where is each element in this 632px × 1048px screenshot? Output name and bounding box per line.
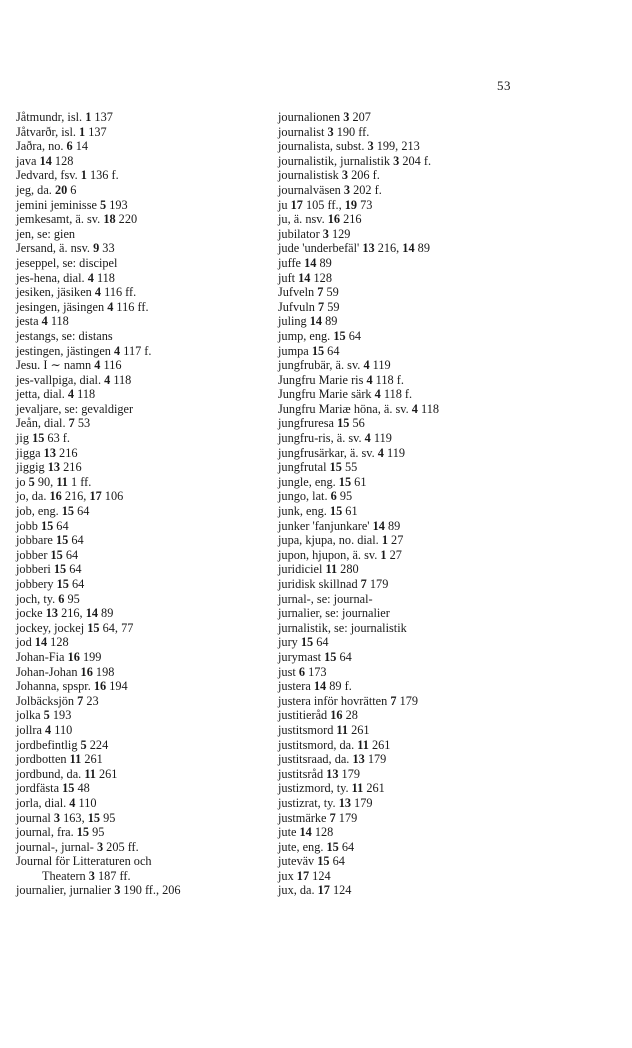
index-entry: justera 14 89 f. <box>278 679 352 694</box>
index-entry: junker 'fanjunkare' 14 89 <box>278 518 401 533</box>
index-entry: journalista, subst. 3 199, 213 <box>278 139 420 154</box>
index-entry: justitsmord 11 261 <box>278 722 370 737</box>
index-entry: juffe 14 89 <box>278 255 332 270</box>
index-entry: jorla, dial. 4 110 <box>16 795 97 810</box>
index-entry: jurnalier, se: journalier <box>278 606 390 621</box>
index-entry: jocke 13 216, 14 89 <box>16 606 114 621</box>
index-entry: Jeån, dial. 7 53 <box>16 416 91 431</box>
index-entry: justitsråd 13 179 <box>278 766 360 781</box>
index-entry: jux, da. 17 124 <box>278 883 352 898</box>
index-entry: jestangs, se: distans <box>16 328 113 343</box>
index-entry: jo, da. 16 216, 17 106 <box>16 489 124 504</box>
index-column-left <box>16 110 266 898</box>
index-entry: justmärke 7 179 <box>278 810 358 825</box>
index-entry: junk, eng. 15 61 <box>278 504 358 519</box>
index-entry: jobberi 15 64 <box>16 562 82 577</box>
index-entry: jesiken, jäsiken 4 116 ff. <box>16 285 137 300</box>
index-entry: Jufveln 7 59 <box>278 285 339 300</box>
index-entry: jevaljare, se: gevaldiger <box>16 401 134 416</box>
index-entry: jes-vallpiga, dial. 4 118 <box>16 372 132 387</box>
index-entry: juridiciel 11 280 <box>278 562 359 577</box>
index-entry: jiggig 13 216 <box>16 460 82 475</box>
index-entry: jigga 13 216 <box>16 445 78 460</box>
index-entry: Jungfru Marie ris 4 118 f. <box>278 372 404 387</box>
index-entry: ju 17 105 ff., 19 73 <box>278 197 373 212</box>
index-entry: Jesu. I ∼ namn 4 116 <box>16 358 122 373</box>
index-entry: journal, fra. 15 95 <box>16 825 105 840</box>
index-entry: jobb 15 64 <box>16 518 69 533</box>
index-entry: jupa, kjupa, no. dial. 1 27 <box>278 533 404 548</box>
index-entry: jesingen, jäsingen 4 116 ff. <box>16 299 149 314</box>
index-entry: justizrat, ty. 13 179 <box>278 795 373 810</box>
index-entry: jurymast 15 64 <box>278 649 352 664</box>
index-entry: jubilator 3 129 <box>278 226 351 241</box>
index-entry: jobbare 15 64 <box>16 533 84 548</box>
index-column-right <box>278 110 618 898</box>
index-entry: journal 3 163, 15 95 <box>16 810 116 825</box>
index-entry: juling 14 89 <box>278 314 338 329</box>
index-entry: jemini jeminisse 5 193 <box>16 197 128 212</box>
index-entry: justizmord, ty. 11 261 <box>278 781 385 796</box>
index-entry: Journal för Litteraturen och <box>16 854 152 869</box>
index-entry: jo 5 90, 11 1 ff. <box>16 474 92 489</box>
index-entry: jungfruresa 15 56 <box>278 416 365 431</box>
index-entry: jux 17 124 <box>278 868 331 883</box>
index-entry: justera inför hovrätten 7 179 <box>278 693 419 708</box>
index-entry: jeg, da. 20 6 <box>16 182 77 197</box>
index-entry: jes-hena, dial. 4 118 <box>16 270 115 285</box>
index-entry: jesta 4 118 <box>16 314 69 329</box>
index-entry: jig 15 63 f. <box>16 431 70 446</box>
index-entry: jobber 15 64 <box>16 547 79 562</box>
index-entry: justitsraad, da. 13 179 <box>278 752 387 767</box>
index-entry: jen, se: gien <box>16 226 76 241</box>
index-entry: jude 'underbefäl' 13 216, 14 89 <box>278 241 430 256</box>
index-entry: jupon, hjupon, ä. sv. 1 27 <box>278 547 402 562</box>
index-entry: justitsmord, da. 11 261 <box>278 737 391 752</box>
index-entry: Jedvard, fsv. 1 136 f. <box>16 168 119 183</box>
index-entry: Jolbäcksjön 7 23 <box>16 693 99 708</box>
index-entry: jordbund, da. 11 261 <box>16 766 118 781</box>
index-entry: Jufvuln 7 59 <box>278 299 340 314</box>
index-entry: journalväsen 3 202 f. <box>278 182 382 197</box>
index-entry: jute, eng. 15 64 <box>278 839 355 854</box>
index-entry: ju, ä. nsv. 16 216 <box>278 212 362 227</box>
index-entry: Johan-Fia 16 199 <box>16 649 102 664</box>
index-entry: jungfrubär, ä. sv. 4 119 <box>278 358 391 373</box>
index-entry: jollra 4 110 <box>16 722 73 737</box>
index-entry: jordbotten 11 261 <box>16 752 103 767</box>
index-entry: Johan-Johan 16 198 <box>16 664 115 679</box>
index-entry: jolka 5 193 <box>16 708 72 723</box>
index-entry: Jungfru Mariæ höna, ä. sv. 4 118 <box>278 401 439 416</box>
index-entry: journalier, jurnalier 3 190 ff., 206 <box>16 883 181 898</box>
index-entry: jod 14 128 <box>16 635 69 650</box>
index-entry: jobbery 15 64 <box>16 577 85 591</box>
index-entry: jump, eng. 15 64 <box>278 328 362 343</box>
index-entry: Theatern 3 187 ff. <box>42 868 131 883</box>
index-entry: journalistik, jurnalistik 3 204 f. <box>278 153 432 168</box>
index-entry: jute 14 128 <box>278 825 334 840</box>
index-entry: Jåtmundr, isl. 1 137 <box>16 110 113 124</box>
index-entry: juft 14 128 <box>278 270 332 285</box>
index-entry: Jersand, ä. nsv. 9 33 <box>16 241 115 256</box>
index-entry: juridisk skillnad 7 179 <box>278 577 389 591</box>
index-entry: jordfästa 15 48 <box>16 781 90 796</box>
index-entry: jungfru-ris, ä. sv. 4 119 <box>278 431 392 446</box>
index-entry: jungfrusärkar, ä. sv. 4 119 <box>278 445 406 460</box>
index-entry: justitieråd 16 28 <box>278 708 358 723</box>
index-entry: jockey, jockej 15 64, 77 <box>16 620 134 635</box>
index-entry: Johanna, spspr. 16 194 <box>16 679 128 694</box>
index-entry: jumpa 15 64 <box>278 343 340 358</box>
index-entry: job, eng. 15 64 <box>16 504 90 519</box>
index-entry: jestingen, jästingen 4 117 f. <box>16 343 152 358</box>
index-entry: jungfrutal 15 55 <box>278 460 358 475</box>
index-entry: Jåtvarðr, isl. 1 137 <box>16 124 107 139</box>
index-entry: journalionen 3 207 <box>278 110 371 124</box>
index-entry: Jaðra, no. 6 14 <box>16 139 89 154</box>
index-entry: jury 15 64 <box>278 635 329 650</box>
index-entry: Jungfru Marie särk 4 118 f. <box>278 387 413 402</box>
index-entry: jeseppel, se: discipel <box>16 255 118 270</box>
index-entry: jordbefintlig 5 224 <box>16 737 109 752</box>
index-entry: journalist 3 190 ff. <box>278 124 370 139</box>
index-entry: jemkesamt, ä. sv. 18 220 <box>16 212 138 227</box>
index-entry: jurnalistik, se: journalistik <box>278 620 407 635</box>
index-entry: jurnal-, se: journal- <box>278 591 373 606</box>
index-entry: juteväv 15 64 <box>278 854 345 869</box>
index-entry: joch, ty. 6 95 <box>16 591 80 606</box>
index-entry: jungle, eng. 15 61 <box>278 474 367 489</box>
index-entry: jungo, lat. 6 95 <box>278 489 353 504</box>
index-entry: just 6 173 <box>278 664 327 679</box>
index-entry: java 14 128 <box>16 153 74 168</box>
page-number: 53 <box>497 78 511 93</box>
index-entry: journalistisk 3 206 f. <box>278 168 380 183</box>
index-entry: journal-, jurnal- 3 205 ff. <box>16 839 139 854</box>
index-entry: jetta, dial. 4 118 <box>16 387 96 402</box>
